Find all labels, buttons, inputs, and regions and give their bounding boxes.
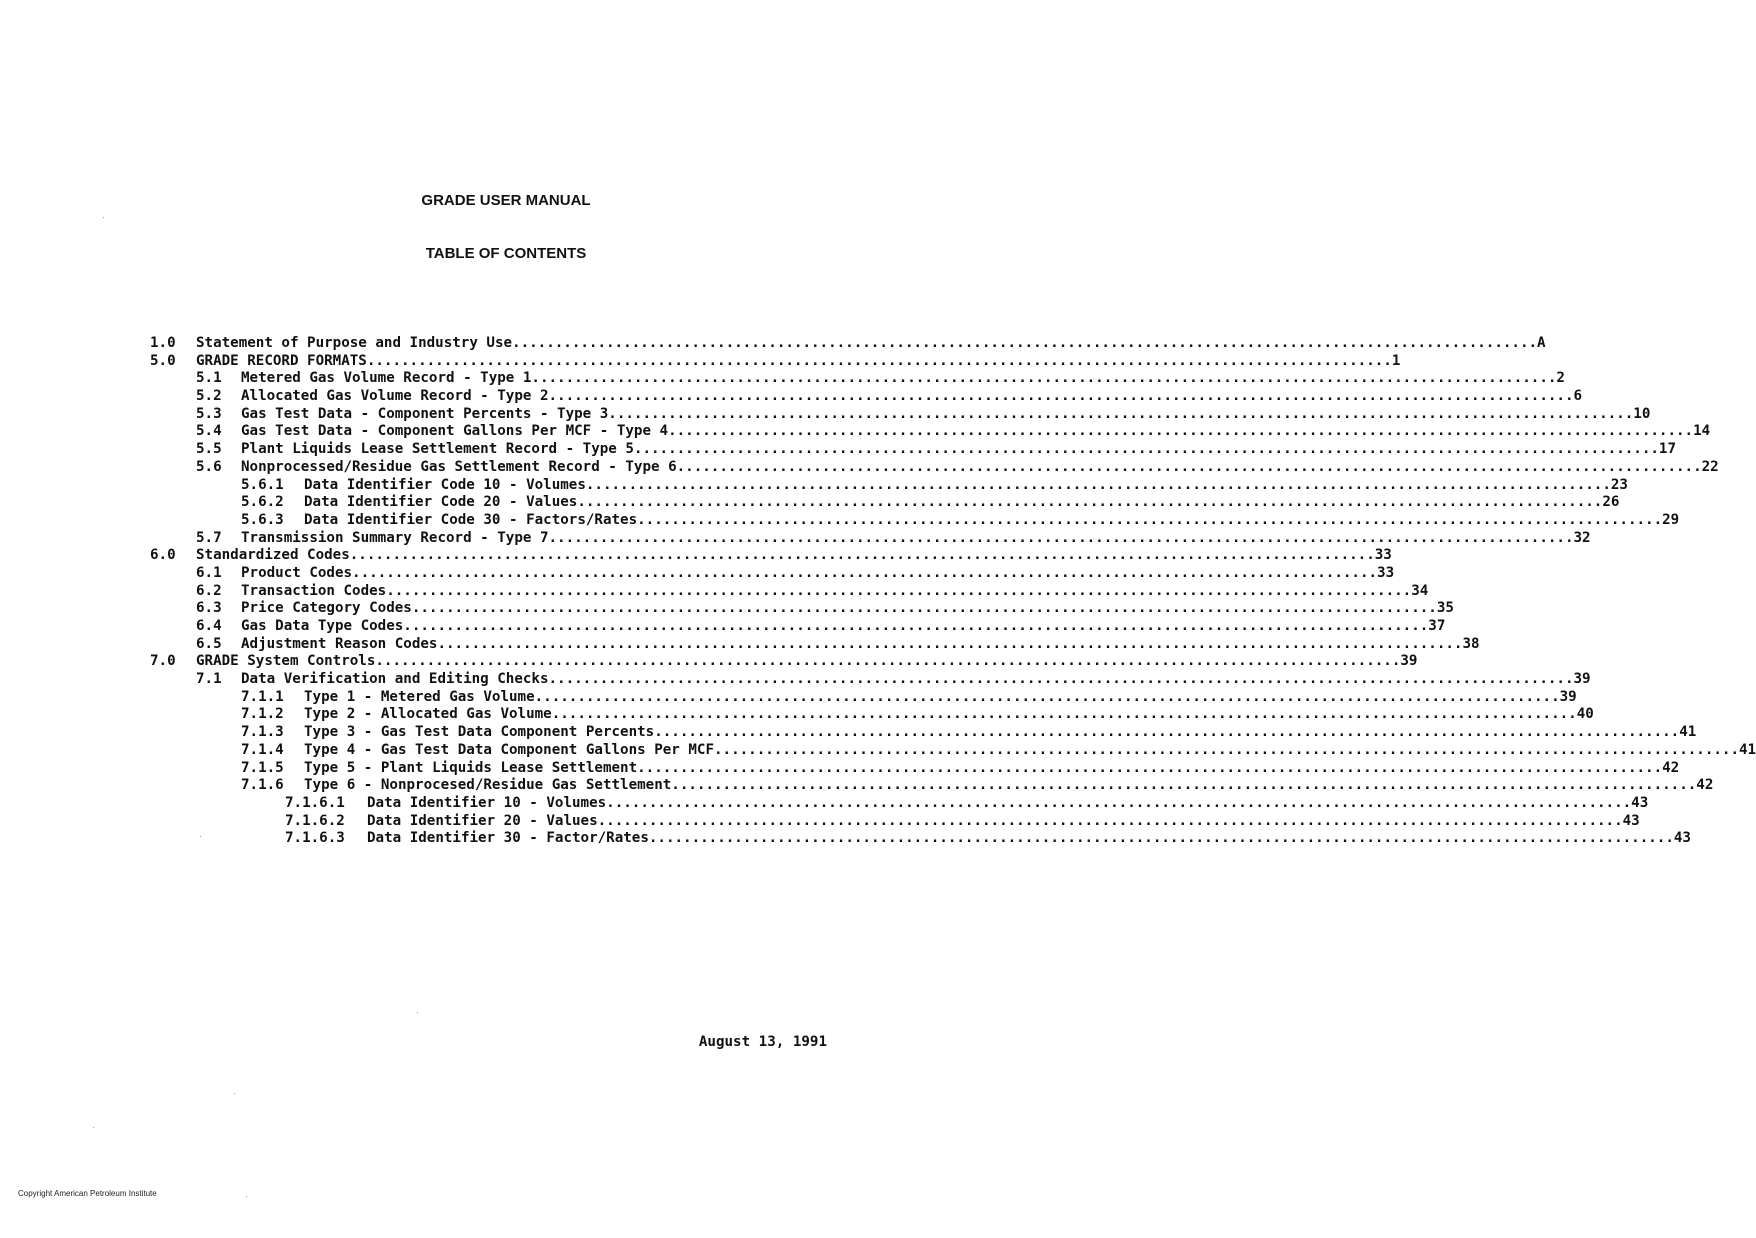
toc-entry-number: 7.0 (150, 653, 176, 670)
toc-entry-page: 37 (1428, 618, 1446, 634)
toc-entry-number: 1.0 (150, 335, 176, 351)
toc-entry-page: 6 (1573, 388, 1583, 405)
toc-entry (150, 547, 1392, 565)
toc-entry-dot-leader: ........................................................................................................................ (375, 653, 1401, 670)
toc-entry-number: 5.4 (196, 423, 222, 440)
toc-entry-leader-line (241, 600, 1454, 618)
toc-entry (150, 653, 1418, 671)
toc-entry (150, 529, 1591, 548)
toc-entry-dot-leader: ........................................................................................................................ (671, 777, 1697, 794)
toc-entry-page: 32 (1573, 529, 1591, 546)
toc-entry-page: 41 (1739, 741, 1756, 758)
toc-entry-number: 5.6.1 (241, 476, 284, 493)
toc-entry-leader-line (241, 405, 1651, 424)
toc-entry-leader-line (241, 529, 1591, 548)
toc-entry (150, 812, 1640, 831)
scan-speck (234, 1093, 235, 1094)
scan-speck (103, 217, 104, 218)
toc-entry (150, 441, 1677, 459)
toc-entry-title: GRADE RECORD FORMATS (196, 352, 367, 369)
toc-entry-dot-leader: ........................................................................................................................ (637, 759, 1663, 776)
toc-entry (150, 830, 1691, 848)
toc-entry-number: 7.1.1 (241, 688, 284, 705)
toc-entry-page: 42 (1696, 777, 1714, 794)
toc-entry-dot-leader: ........................................................................................................................ (548, 529, 1574, 546)
toc-entry-dot-leader: ........................................................................................................................ (512, 335, 1538, 351)
toc-entry-leader-line (304, 476, 1628, 495)
toc-entry-title: Data Identifier 20 - Values (367, 812, 598, 829)
toc-entry-dot-leader: ........................................................................................................................ (403, 618, 1429, 634)
toc-entry-title: Type 4 - Gas Test Data Component Gallons Per MCF (304, 741, 714, 758)
toc-entry-number: 5.6 (196, 458, 222, 475)
toc-entry-page: 14 (1693, 423, 1711, 440)
toc-entry-leader-line (196, 547, 1392, 565)
toc-entry-leader-line (304, 706, 1594, 724)
toc-entry-title: Transaction Codes (241, 582, 387, 599)
toc-entry-page: 35 (1436, 600, 1454, 617)
toc-entry-number: 7.1.6 (241, 777, 284, 794)
toc-entry-leader-line (304, 777, 1714, 795)
document-title: GRADE USER MANUAL (421, 192, 591, 209)
toc-entry-title: Allocated Gas Volume Record - Type 2 (241, 388, 549, 405)
toc-entry-leader-line (367, 830, 1691, 848)
toc-entry-leader-line (241, 618, 1446, 636)
toc-entry-dot-leader: ........................................................................................................................ (648, 830, 1674, 847)
toc-entry-page: 39 (1573, 671, 1591, 688)
toc-entry-leader-line (304, 759, 1680, 778)
toc-entry-number: 6.4 (196, 618, 222, 634)
toc-entry-leader-line (196, 335, 1546, 353)
toc-entry-page: 10 (1633, 405, 1651, 422)
toc-entry (150, 618, 1446, 636)
toc-entry-title: GRADE System Controls (196, 653, 376, 670)
toc-entry (150, 370, 1565, 388)
toc-entry-dot-leader: ........................................................................................................................ (676, 458, 1702, 475)
toc-entry-title: Type 2 - Allocated Gas Volume (304, 706, 552, 723)
toc-entry (150, 476, 1628, 495)
toc-entry-leader-line (241, 458, 1719, 477)
toc-entry (150, 777, 1714, 795)
toc-entry-number: 7.1.6.3 (285, 830, 345, 847)
toc-entry-title: Data Identifier 10 - Volumes (367, 794, 607, 811)
toc-entry-leader-line (241, 441, 1677, 459)
toc-entry-dot-leader: ........................................................................................................................ (411, 600, 1437, 617)
toc-entry-leader-line (196, 352, 1401, 371)
toc-entry (150, 458, 1719, 477)
toc-entry-page: 42 (1662, 759, 1680, 776)
toc-entry-title: Standardized Codes (196, 547, 350, 564)
toc-entry-number: 7.1 (196, 671, 222, 688)
toc-entry-page: 34 (1411, 582, 1429, 599)
toc-entry-leader-line (241, 370, 1565, 388)
toc-entry-page: 43 (1631, 794, 1649, 811)
toc-entry-dot-leader: ........................................................................................................................ (386, 582, 1412, 599)
toc-entry-number: 7.1.2 (241, 706, 284, 723)
toc-entry (150, 335, 1546, 353)
toc-entry-dot-leader: ........................................................................................................................ (606, 794, 1632, 811)
toc-entry-leader-line (241, 582, 1429, 601)
toc-entry-dot-leader: ........................................................................................................................ (352, 564, 1378, 581)
toc-entry-title: Data Verification and Editing Checks (241, 671, 549, 688)
toc-entry-title: Adjustment Reason Codes (241, 635, 438, 652)
toc-entry-number: 7.1.3 (241, 724, 284, 741)
toc-entry-page: 17 (1658, 441, 1677, 458)
toc-entry-number: 7.1.6.1 (285, 794, 345, 811)
toc-entry-dot-leader: ........................................................................................................................ (608, 405, 1634, 422)
toc-entry-leader-line (304, 688, 1577, 707)
toc-entry-page: 1 (1391, 352, 1401, 369)
toc-entry-title: Transmission Summary Record - Type 7 (241, 529, 549, 546)
toc-entry (150, 494, 1620, 512)
scan-speck (246, 1196, 247, 1197)
toc-entry-title: Product Codes (241, 564, 353, 581)
toc-entry-leader-line (367, 812, 1640, 831)
toc-entry (150, 635, 1480, 654)
toc-entry (150, 352, 1401, 371)
toc-entry (150, 741, 1756, 760)
toc-entry-page: A (1537, 335, 1546, 351)
toc-entry-number: 5.5 (196, 441, 222, 458)
copyright-notice: Copyright American Petroleum Institute (18, 1189, 157, 1198)
toc-entry-title: Type 5 - Plant Liquids Lease Settlement (304, 759, 638, 776)
table-of-contents (150, 335, 1756, 848)
toc-entry (150, 582, 1429, 601)
toc-entry (150, 671, 1591, 689)
toc-entry-dot-leader: ........................................................................................................................ (551, 706, 1577, 723)
toc-entry-leader-line (304, 494, 1620, 512)
toc-entry-number: 5.3 (196, 405, 222, 422)
toc-entry-number: 5.2 (196, 388, 222, 405)
toc-entry-number: 5.1 (196, 370, 222, 387)
toc-entry-number: 7.1.4 (241, 741, 284, 758)
toc-entry-title: Data Identifier Code 10 - Volumes (304, 476, 586, 493)
toc-entry-dot-leader: ........................................................................................................................ (654, 724, 1680, 741)
scan-speck (417, 1012, 418, 1013)
toc-entry-dot-leader: ........................................................................................................................ (349, 547, 1375, 564)
toc-entry-title: Data Identifier Code 30 - Factors/Rates (304, 511, 638, 528)
toc-entry-dot-leader: ........................................................................................................................ (597, 812, 1623, 829)
toc-entry-title: Gas Test Data - Component Percents - Type 3 (241, 405, 609, 422)
toc-entry-leader-line (304, 741, 1756, 760)
toc-entry-dot-leader: ........................................................................................................................ (668, 423, 1694, 440)
toc-entry-page: 38 (1462, 635, 1480, 652)
toc-entry-leader-line (241, 423, 1711, 441)
toc-entry-dot-leader: ........................................................................................................................ (548, 671, 1574, 688)
toc-entry-number: 6.2 (196, 582, 222, 599)
toc-entry (150, 405, 1651, 424)
toc-entry-title: Plant Liquids Lease Settlement Record - Type 5 (241, 441, 634, 458)
toc-entry-dot-leader: ........................................................................................................................ (437, 635, 1463, 652)
toc-entry-leader-line (241, 635, 1480, 654)
toc-entry-page: 43 (1673, 830, 1691, 847)
toc-entry-dot-leader: ........................................................................................................................ (577, 494, 1603, 511)
scan-speck (200, 836, 201, 837)
toc-entry-leader-line (241, 671, 1591, 689)
toc-entry-title: Statement of Purpose and Industry Use (196, 335, 513, 351)
toc-entry-title: Data Identifier 30 - Factor/Rates (367, 830, 649, 847)
toc-entry-dot-leader: ........................................................................................................................ (637, 511, 1663, 528)
toc-entry-page: 39 (1559, 688, 1577, 705)
toc-entry-title: Data Identifier Code 20 - Values (304, 494, 578, 511)
toc-entry (150, 423, 1711, 441)
toc-entry-number: 6.0 (150, 547, 176, 564)
toc-entry-number: 5.6.3 (241, 511, 284, 528)
toc-entry-page: 39 (1400, 653, 1418, 670)
toc-entry-number: 5.7 (196, 529, 222, 546)
toc-entry-title: Type 3 - Gas Test Data Component Percents (304, 724, 655, 741)
scan-speck (93, 1127, 94, 1128)
toc-entry-number: 7.1.6.2 (285, 812, 345, 829)
toc-entry (150, 794, 1649, 813)
toc-entry-page: 2 (1556, 370, 1565, 387)
toc-entry-dot-leader: ........................................................................................................................ (714, 741, 1739, 758)
toc-entry (150, 724, 1697, 742)
toc-entry-title: Price Category Codes (241, 600, 412, 617)
toc-entry-title: Type 1 - Metered Gas Volume (304, 688, 535, 705)
toc-entry-title: Metered Gas Volume Record - Type 1 (241, 370, 532, 387)
toc-heading: TABLE OF CONTENTS (425, 245, 587, 262)
toc-entry-dot-leader: ........................................................................................................................ (585, 476, 1611, 493)
toc-entry-dot-leader: ........................................................................................................................ (534, 688, 1560, 705)
toc-entry-dot-leader: ........................................................................................................................ (548, 388, 1574, 405)
toc-entry (150, 511, 1680, 530)
toc-entry-page: 26 (1602, 494, 1620, 511)
document-date: August 13, 1991 (698, 1034, 827, 1050)
toc-entry-page: 29 (1662, 511, 1680, 528)
toc-entry (150, 600, 1454, 618)
toc-entry (150, 564, 1395, 583)
toc-entry (150, 388, 1583, 406)
toc-entry-page: 23 (1610, 476, 1628, 493)
toc-entry-page: 22 (1701, 458, 1719, 475)
toc-entry-number: 7.1.5 (241, 759, 284, 776)
toc-entry-title: Type 6 - Nonprocesed/Residue Gas Settlement (304, 777, 672, 794)
toc-entry-dot-leader: ........................................................................................................................ (366, 352, 1392, 369)
toc-entry-page: 33 (1377, 564, 1395, 581)
toc-entry-page: 41 (1679, 724, 1697, 741)
toc-entry-title: Nonprocessed/Residue Gas Settlement Record - Type 6 (241, 458, 677, 475)
toc-entry-number: 5.0 (150, 352, 176, 369)
toc-entry-dot-leader: ........................................................................................................................ (531, 370, 1557, 387)
toc-entry (150, 759, 1680, 778)
toc-entry-leader-line (241, 564, 1395, 583)
toc-entry-number: 6.1 (196, 564, 222, 581)
toc-entry-title: Gas Test Data - Component Gallons Per MCF - Type 4 (241, 423, 669, 440)
toc-entry-page: 33 (1374, 547, 1392, 564)
toc-entry-dot-leader: ........................................................................................................................ (633, 441, 1659, 458)
toc-entry-leader-line (304, 511, 1680, 530)
toc-entry-leader-line (367, 794, 1649, 813)
toc-entry-number: 6.5 (196, 635, 222, 652)
toc-entry-page: 40 (1576, 706, 1594, 723)
toc-entry (150, 706, 1594, 724)
toc-entry-number: 6.3 (196, 600, 222, 617)
toc-entry-page: 43 (1622, 812, 1640, 829)
toc-entry (150, 688, 1577, 707)
toc-entry-title: Gas Data Type Codes (241, 618, 404, 634)
toc-entry-number: 5.6.2 (241, 494, 284, 511)
toc-entry-leader-line (196, 653, 1418, 671)
toc-entry-leader-line (241, 388, 1583, 406)
toc-entry-leader-line (304, 724, 1697, 742)
